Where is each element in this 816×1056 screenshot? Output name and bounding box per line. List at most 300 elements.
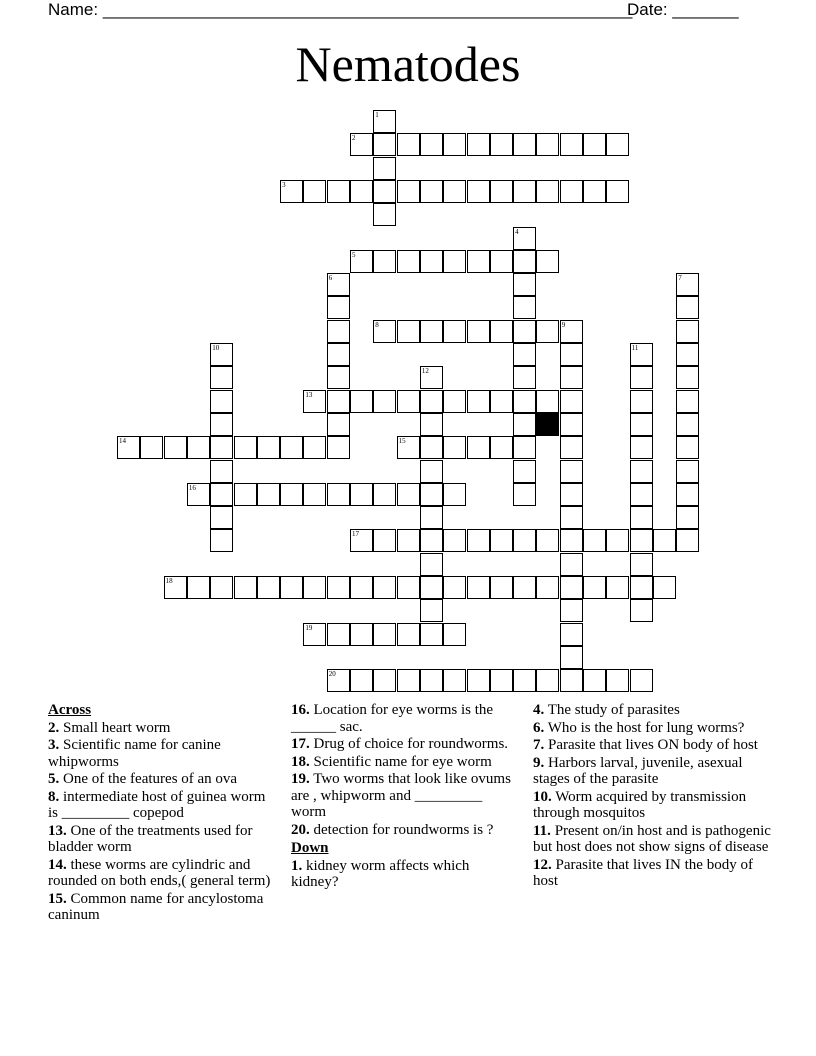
grid-cell[interactable] [327, 343, 350, 366]
grid-cell[interactable] [373, 483, 396, 506]
grid-cell[interactable] [676, 390, 699, 413]
grid-cell[interactable] [676, 366, 699, 389]
grid-cell[interactable] [303, 623, 326, 646]
clue [48, 857, 273, 890]
grid-cell[interactable] [513, 436, 536, 459]
grid-cell[interactable] [257, 436, 280, 459]
clue-number: 11. [533, 822, 551, 839]
grid-cell[interactable] [513, 296, 536, 319]
grid-cell[interactable] [443, 529, 466, 552]
grid-number: 11 [631, 344, 639, 352]
grid-cell[interactable] [303, 180, 326, 203]
grid-cell[interactable] [420, 529, 443, 552]
grid-cell[interactable] [327, 366, 350, 389]
clue-text: Two worms that look like ovums are , whipworm and _________ worm [291, 771, 511, 820]
grid-number: 1 [375, 111, 379, 119]
grid-cell[interactable] [373, 576, 396, 599]
grid-cell[interactable] [513, 669, 536, 692]
grid-cell[interactable] [443, 483, 466, 506]
grid-cell[interactable] [420, 483, 443, 506]
clue-number: 1. [291, 857, 303, 874]
clue-number: 20. [291, 821, 310, 838]
grid-cell[interactable] [560, 366, 583, 389]
grid-cell[interactable] [397, 390, 420, 413]
grid-cell[interactable] [397, 483, 420, 506]
down-clues-part-1 [291, 858, 513, 891]
grid-cell[interactable] [420, 460, 443, 483]
clue-number: 15. [48, 890, 67, 907]
grid-cell[interactable] [350, 576, 373, 599]
clue-number: 14. [48, 856, 67, 873]
grid-cell[interactable] [234, 436, 257, 459]
grid-cell[interactable] [187, 576, 210, 599]
grid-cell[interactable] [467, 250, 490, 273]
grid-cell[interactable] [327, 576, 350, 599]
grid-cell[interactable] [606, 576, 629, 599]
down-clues-part-2 [533, 702, 773, 890]
clue [291, 736, 513, 753]
grid-cell[interactable] [420, 390, 443, 413]
grid-cell[interactable] [676, 413, 699, 436]
grid-cell[interactable] [373, 250, 396, 273]
grid-cell[interactable] [210, 460, 233, 483]
grid-cell[interactable] [327, 483, 350, 506]
grid-cell[interactable] [303, 436, 326, 459]
grid-cell[interactable] [327, 669, 350, 692]
grid-cell[interactable] [513, 180, 536, 203]
grid-cell[interactable] [210, 483, 233, 506]
grid-number: 5 [352, 250, 356, 259]
grid-cell[interactable] [560, 669, 583, 692]
grid-cell[interactable] [210, 366, 233, 389]
clue-number: 9. [533, 754, 545, 771]
grid-cell[interactable] [327, 390, 350, 413]
grid-cell[interactable] [164, 436, 187, 459]
grid-cell[interactable] [560, 553, 583, 576]
grid-cell[interactable] [397, 623, 420, 646]
down-heading: Down [291, 840, 329, 856]
clue-number: 2. [48, 719, 60, 736]
grid-cell[interactable] [560, 506, 583, 529]
grid-cell[interactable] [373, 133, 396, 156]
grid-cell[interactable] [653, 576, 676, 599]
grid-cell[interactable] [560, 599, 583, 622]
grid-cell[interactable] [630, 343, 653, 366]
grid-cell[interactable] [513, 460, 536, 483]
clue-number: 18. [291, 753, 310, 770]
grid-cell[interactable] [443, 390, 466, 413]
grid-cell[interactable] [606, 133, 629, 156]
grid-cell[interactable] [467, 436, 490, 459]
grid-cell[interactable] [630, 366, 653, 389]
grid-number: 8 [375, 320, 379, 329]
grid-cell[interactable] [583, 669, 606, 692]
grid-number: 10 [212, 344, 220, 352]
grid-cell[interactable] [327, 296, 350, 319]
grid-cell[interactable] [397, 320, 420, 343]
grid-cell[interactable] [676, 529, 699, 552]
grid-cell[interactable] [490, 529, 513, 552]
grid-cell[interactable] [536, 180, 559, 203]
clue [533, 857, 773, 890]
grid-cell[interactable] [373, 180, 396, 203]
grid-cell[interactable] [513, 529, 536, 552]
grid-number: 3 [282, 180, 286, 189]
grid-cell[interactable] [420, 250, 443, 273]
grid-cell[interactable] [420, 669, 443, 692]
grid-cell[interactable] [280, 180, 303, 203]
grid-number: 9 [561, 320, 566, 329]
clue [48, 720, 273, 737]
clue [48, 737, 273, 770]
clue-number: 10. [533, 788, 552, 805]
clue-text: Worm acquired by transmission through mosquitos [533, 788, 747, 821]
grid-cell[interactable] [560, 390, 583, 413]
clues-column-2 [291, 702, 513, 892]
clue [291, 702, 513, 735]
clue-text: detection for roundworms is ? [309, 821, 494, 838]
grid-cell[interactable] [490, 133, 513, 156]
grid-cell[interactable] [420, 436, 443, 459]
grid-cell[interactable] [467, 576, 490, 599]
clue [48, 823, 273, 856]
clue [533, 823, 773, 856]
grid-cell[interactable] [397, 133, 420, 156]
grid-cell[interactable] [210, 413, 233, 436]
grid-cell[interactable] [630, 413, 653, 436]
grid-cell[interactable] [420, 320, 443, 343]
grid-cell[interactable] [280, 483, 303, 506]
grid-cell[interactable] [513, 343, 536, 366]
grid-cell[interactable] [373, 157, 396, 180]
grid-cell[interactable] [560, 623, 583, 646]
clue-number: 17. [291, 736, 310, 752]
clue [291, 822, 513, 839]
grid-cell[interactable] [140, 436, 163, 459]
grid-cell[interactable] [560, 133, 583, 156]
grid-cell[interactable] [350, 180, 373, 203]
grid-cell[interactable] [303, 390, 326, 413]
grid-cell[interactable] [513, 483, 536, 506]
clue [533, 720, 773, 737]
grid-cell[interactable] [257, 483, 280, 506]
grid-number: 7 [678, 274, 682, 283]
grid-cell[interactable] [630, 390, 653, 413]
clue [291, 754, 513, 771]
grid-cell[interactable] [467, 390, 490, 413]
grid-cell[interactable] [373, 320, 396, 343]
grid-number: 18 [165, 577, 173, 585]
grid-cell[interactable] [420, 366, 443, 389]
clue-number: 16. [291, 702, 310, 718]
grid-number: 12 [421, 367, 429, 376]
grid-cell[interactable] [560, 343, 583, 366]
grid-cell[interactable] [234, 576, 257, 599]
clue-text: these worms are cylindric and rounded on both ends,( general term) [48, 856, 271, 889]
grid-cell[interactable] [327, 623, 350, 646]
grid-cell[interactable] [676, 296, 699, 319]
clue-text: Scientific name for eye worm [309, 753, 492, 770]
grid-cell[interactable] [536, 390, 559, 413]
grid-cell[interactable] [560, 436, 583, 459]
grid-cell[interactable] [630, 506, 653, 529]
grid-cell[interactable] [513, 320, 536, 343]
grid-number: 17 [352, 530, 359, 539]
clue-text: Small heart worm [59, 719, 171, 736]
grid-cell[interactable] [420, 599, 443, 622]
grid-cell[interactable] [420, 506, 443, 529]
clue-text: Parasite that lives IN the body of host [533, 856, 753, 889]
grid-cell[interactable] [467, 669, 490, 692]
grid-cell[interactable] [630, 460, 653, 483]
grid-cell[interactable] [536, 133, 559, 156]
clues-column-1 [48, 702, 273, 925]
grid-cell[interactable] [560, 483, 583, 506]
grid-cell[interactable] [420, 553, 443, 576]
clue-number: 8. [48, 788, 60, 805]
name-blank[interactable]: ________________________________________________________ [102, 0, 633, 19]
grid-cell[interactable] [513, 133, 536, 156]
grid-cell[interactable] [560, 646, 583, 669]
black-square [536, 413, 559, 436]
name-label: Name: [48, 0, 99, 19]
clue-text: Who is the host for lung worms? [544, 719, 745, 736]
date-label: Date: [627, 0, 668, 19]
clue-number: 7. [533, 737, 545, 753]
grid-cell[interactable] [350, 529, 373, 552]
clue-text: Harbors larval, juvenile, asexual stages of the parasite [533, 754, 743, 787]
grid-cell[interactable] [117, 436, 140, 459]
clue [291, 771, 513, 821]
grid-cell[interactable] [397, 250, 420, 273]
clue-text: One of the features of an ova [59, 771, 238, 787]
grid-cell[interactable] [327, 413, 350, 436]
grid-cell[interactable] [630, 553, 653, 576]
grid-number: 2 [352, 134, 356, 143]
grid-number: 13 [305, 390, 313, 399]
grid-cell[interactable] [420, 413, 443, 436]
date-blank[interactable]: _______ [672, 0, 739, 19]
grid-cell[interactable] [490, 576, 513, 599]
clue-number: 12. [533, 856, 552, 873]
grid-cell[interactable] [443, 250, 466, 273]
grid-cell[interactable] [490, 436, 513, 459]
grid-cell[interactable] [676, 273, 699, 296]
grid-cell[interactable] [303, 483, 326, 506]
grid-cell[interactable] [327, 273, 350, 296]
clue [533, 789, 773, 822]
clue-number: 13. [48, 822, 67, 839]
grid-cell[interactable] [210, 390, 233, 413]
grid-cell[interactable] [490, 669, 513, 692]
grid-cell[interactable] [443, 180, 466, 203]
grid-number: 4 [515, 227, 519, 236]
grid-cell[interactable] [373, 529, 396, 552]
grid-cell[interactable] [490, 390, 513, 413]
grid-cell[interactable] [653, 529, 676, 552]
grid-cell[interactable] [397, 436, 420, 459]
grid-cell[interactable] [210, 436, 233, 459]
grid-cell[interactable] [467, 529, 490, 552]
across-clues-part-2 [291, 702, 513, 838]
grid-cell[interactable] [420, 623, 443, 646]
grid-cell[interactable] [443, 669, 466, 692]
grid-cell[interactable] [513, 576, 536, 599]
grid-cell[interactable] [443, 623, 466, 646]
clue-text: One of the treatments used for bladder worm [48, 822, 253, 855]
page-title: Nematodes [295, 36, 521, 92]
grid-cell[interactable] [397, 180, 420, 203]
grid-cell[interactable] [513, 366, 536, 389]
grid-cell[interactable] [210, 529, 233, 552]
clue-text: The study of parasites [544, 702, 680, 718]
clue-number: 6. [533, 719, 545, 736]
grid-cell[interactable] [350, 483, 373, 506]
clue-text: kidney worm affects which kidney? [291, 857, 470, 890]
grid-cell[interactable] [373, 203, 396, 226]
grid-cell[interactable] [397, 576, 420, 599]
grid-cell[interactable] [210, 576, 233, 599]
grid-cell[interactable] [536, 320, 559, 343]
clue [533, 737, 773, 754]
grid-cell[interactable] [280, 576, 303, 599]
grid-cell[interactable] [420, 576, 443, 599]
grid-cell[interactable] [443, 133, 466, 156]
grid-cell[interactable] [560, 320, 583, 343]
grid-cell[interactable] [630, 436, 653, 459]
clue-text: Present on/in host and is pathogenic but host does not show signs of disease [533, 822, 771, 855]
grid-cell[interactable] [536, 250, 559, 273]
clue-number: 19. [291, 771, 310, 787]
clue [48, 891, 273, 924]
grid-cell[interactable] [350, 390, 373, 413]
grid-cell[interactable] [443, 436, 466, 459]
grid-number: 20 [328, 670, 336, 679]
grid-cell[interactable] [467, 320, 490, 343]
grid-cell[interactable] [164, 576, 187, 599]
grid-cell[interactable] [397, 669, 420, 692]
clue [291, 858, 513, 891]
clue [48, 771, 273, 788]
clue-text: Location for eye worms is the ______ sac. [291, 702, 494, 735]
grid-cell[interactable] [583, 133, 606, 156]
grid-cell[interactable] [490, 320, 513, 343]
grid-cell[interactable] [630, 669, 653, 692]
clue-number: 4. [533, 702, 545, 718]
grid-cell[interactable] [676, 436, 699, 459]
grid-cell[interactable] [187, 483, 210, 506]
grid-cell[interactable] [467, 133, 490, 156]
grid-cell[interactable] [490, 250, 513, 273]
grid-cell[interactable] [373, 623, 396, 646]
grid-cell[interactable] [630, 483, 653, 506]
across-heading: Across [48, 702, 92, 718]
grid-cell[interactable] [234, 483, 257, 506]
grid-cell[interactable] [513, 273, 536, 296]
grid-cell[interactable] [350, 133, 373, 156]
clue-text: Scientific name for canine whipworms [48, 737, 221, 770]
grid-cell[interactable] [443, 576, 466, 599]
grid-cell[interactable] [327, 180, 350, 203]
grid-cell[interactable] [420, 133, 443, 156]
grid-cell[interactable] [560, 413, 583, 436]
grid-cell[interactable] [257, 576, 280, 599]
clue-text: intermediate host of guinea worm is _________ copepod [48, 788, 266, 821]
clue [533, 755, 773, 788]
grid-cell[interactable] [327, 320, 350, 343]
grid-cell[interactable] [676, 320, 699, 343]
grid-cell[interactable] [676, 506, 699, 529]
grid-number: 6 [328, 274, 333, 283]
grid-cell[interactable] [280, 436, 303, 459]
clue-number: 5. [48, 771, 60, 787]
across-clues-part-1 [48, 720, 273, 924]
grid-cell[interactable] [630, 599, 653, 622]
grid-cell[interactable] [303, 576, 326, 599]
grid-cell[interactable] [513, 413, 536, 436]
grid-cell[interactable] [210, 343, 233, 366]
grid-cell[interactable] [560, 529, 583, 552]
grid-cell[interactable] [676, 483, 699, 506]
grid-cell[interactable] [443, 320, 466, 343]
grid-cell[interactable] [350, 250, 373, 273]
grid-cell[interactable] [350, 623, 373, 646]
grid-cell[interactable] [606, 180, 629, 203]
grid-cell[interactable] [630, 529, 653, 552]
grid-cell[interactable] [583, 529, 606, 552]
grid-number: 16 [188, 483, 196, 492]
grid-cell[interactable] [606, 669, 629, 692]
grid-cell[interactable] [560, 180, 583, 203]
clue [533, 702, 773, 719]
grid-cell[interactable] [373, 110, 396, 133]
grid-cell[interactable] [350, 669, 373, 692]
grid-number: 15 [398, 437, 406, 446]
grid-cell[interactable] [210, 506, 233, 529]
clue-text: Common name for ancylostoma caninum [48, 890, 264, 923]
grid-number: 19 [305, 623, 313, 632]
grid-cell[interactable] [536, 576, 559, 599]
grid-cell[interactable] [676, 343, 699, 366]
clue-text: Parasite that lives ON body of host [544, 737, 758, 753]
grid-cell[interactable] [630, 576, 653, 599]
grid-number: 14 [119, 437, 126, 446]
grid-cell[interactable] [583, 180, 606, 203]
clue [48, 789, 273, 822]
grid-cell[interactable] [560, 460, 583, 483]
grid-cell[interactable] [187, 436, 210, 459]
grid-cell[interactable] [536, 529, 559, 552]
grid-cell[interactable] [513, 250, 536, 273]
grid-cell[interactable] [397, 529, 420, 552]
clue-number: 3. [48, 737, 60, 753]
grid-cell[interactable] [513, 390, 536, 413]
grid-cell[interactable] [373, 669, 396, 692]
grid-cell[interactable] [536, 669, 559, 692]
grid-cell[interactable] [373, 390, 396, 413]
grid-cell[interactable] [420, 180, 443, 203]
grid-cell[interactable] [327, 436, 350, 459]
grid-cell[interactable] [513, 227, 536, 250]
clue-text: Drug of choice for roundworms. [309, 736, 509, 752]
grid-cell[interactable] [676, 460, 699, 483]
grid-cell[interactable] [467, 180, 490, 203]
clues-column-3 [533, 702, 773, 891]
grid-cell[interactable] [490, 180, 513, 203]
grid-cell[interactable] [583, 576, 606, 599]
grid-cell[interactable] [606, 529, 629, 552]
grid-cell[interactable] [560, 576, 583, 599]
